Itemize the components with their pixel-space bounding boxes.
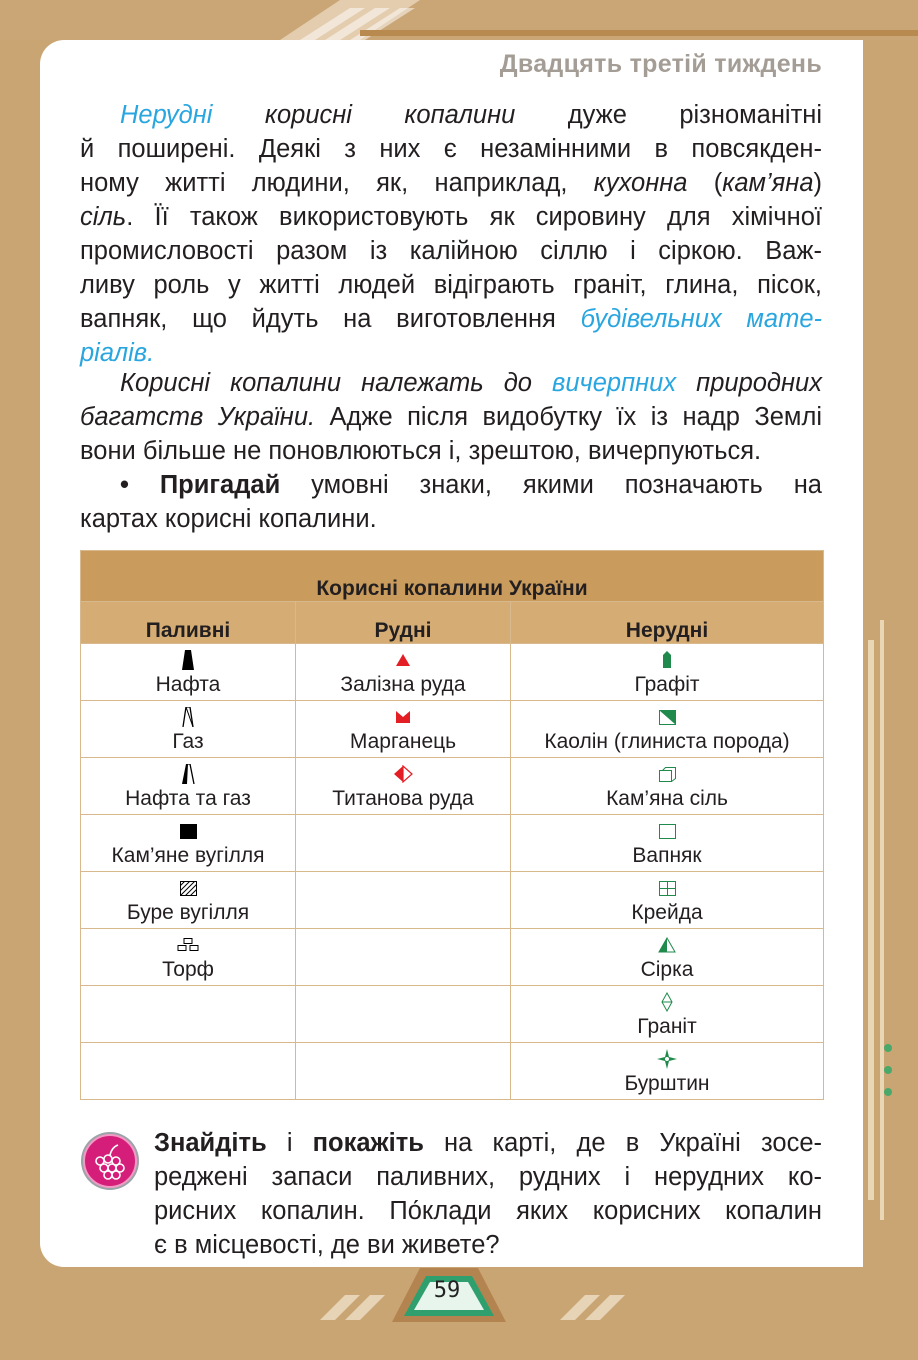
mineral-label: Бурштин	[624, 1072, 710, 1095]
gas-icon	[81, 706, 295, 728]
graphite-icon	[511, 649, 823, 671]
paragraph-line	[154, 1126, 822, 1160]
table-cell	[81, 815, 296, 872]
brown-coal-icon	[81, 877, 295, 899]
table-cell	[81, 758, 296, 815]
table-row	[81, 986, 824, 1043]
table-cell	[81, 872, 296, 929]
table-cell	[511, 872, 824, 929]
paragraph-line	[80, 200, 822, 234]
paragraph-line: є в місцевості, де ви живете?	[154, 1231, 500, 1259]
paragraph-line	[80, 166, 822, 200]
table-cell	[81, 986, 296, 1043]
table-row	[81, 872, 824, 929]
mineral-label: Сірка	[640, 958, 694, 981]
paragraph-line	[80, 366, 822, 400]
task-verb-find: Знайдіть	[154, 1129, 267, 1157]
paragraph-line: рисних копалин. По́клади яких корисних копалин	[154, 1197, 822, 1225]
titanium-ore-icon	[296, 763, 510, 785]
term-exhaustible: вичерпних	[552, 369, 677, 397]
chalk-icon	[511, 877, 823, 899]
minerals-table	[80, 550, 824, 1100]
term-useful-minerals: корисні копалини	[264, 101, 516, 129]
table-cell	[511, 1043, 824, 1100]
table-cell	[511, 929, 824, 986]
mineral-label: Граніт	[637, 1015, 697, 1038]
oil-and-gas-icon	[81, 763, 295, 785]
paragraph-line: реджені запаси паливних, рудних і нерудних ко-	[154, 1163, 822, 1191]
paragraph-exhaustible-resources	[80, 366, 822, 468]
table-cell	[511, 644, 824, 701]
table-cell	[511, 815, 824, 872]
berries-icon	[80, 1131, 140, 1191]
table-row	[81, 758, 824, 815]
recall-label: • Пригадай	[120, 471, 281, 499]
text-fragment: ному житті людини, як, наприклад,	[80, 169, 594, 197]
mineral-label: Кам’яна сіль	[606, 787, 728, 810]
granite-icon	[511, 991, 823, 1013]
task-verb-show: покажіть	[312, 1129, 424, 1157]
table-cell	[296, 872, 511, 929]
mineral-label: Крейда	[631, 901, 703, 924]
table-cell	[81, 1043, 296, 1100]
paragraph-line	[80, 302, 822, 336]
paragraph-line: ливу роль у житті людей відіграють граніт, глина, пісок,	[80, 271, 822, 299]
term-nonmetallic: Нерудні	[120, 101, 213, 129]
paragraph-line: й поширені. Деякі з них є незамінними в повсякден-	[80, 135, 822, 163]
table-cell	[296, 644, 511, 701]
table-cell	[296, 929, 511, 986]
paragraph-line: промисловості разом із калійною сіллю і сіркою. Важ-	[80, 237, 822, 265]
rock-salt-icon	[511, 763, 823, 785]
mineral-label: Кам’яне вугілля	[111, 844, 265, 867]
sulfur-icon	[511, 934, 823, 956]
term-building-materials-end: ріалів.	[80, 339, 155, 367]
table-cell	[296, 815, 511, 872]
peat-icon	[81, 934, 295, 956]
mineral-label: Графіт	[634, 673, 700, 696]
mineral-label: Марганець	[349, 730, 457, 753]
coal-icon	[81, 820, 295, 842]
column-header-nonmetallic: Нерудні	[511, 602, 824, 644]
task-paragraph	[154, 1126, 822, 1262]
table-cell	[511, 701, 824, 758]
table-row	[81, 644, 824, 701]
table-cell	[296, 701, 511, 758]
paragraph-line	[80, 400, 822, 434]
manganese-icon	[296, 706, 510, 728]
mineral-label: Нафта та газ	[125, 787, 251, 810]
text-fragment: на карті, де в Україні зосе-	[423, 1129, 822, 1157]
table-cell	[511, 758, 824, 815]
paragraph-recall	[80, 468, 822, 536]
term-rock: кам’яна	[722, 169, 814, 197]
oil-icon	[81, 649, 295, 671]
table-cell	[296, 758, 511, 815]
table-row	[81, 701, 824, 758]
iron-ore-icon	[296, 649, 510, 671]
text-fragment: Корисні копалини належать до	[120, 369, 553, 397]
term-building-materials: будівельних мате-	[580, 305, 822, 333]
table-title: Корисні копалини України	[81, 551, 824, 602]
term-salt: сіль	[80, 203, 127, 231]
text-fragment: . Її також використовують як сировину для хімічної	[126, 203, 822, 231]
mineral-label: Буре вугілля	[126, 901, 250, 924]
limestone-icon	[511, 820, 823, 842]
mineral-label: Титанова руда	[332, 787, 474, 810]
mineral-label: Залізна руда	[340, 673, 466, 696]
table-cell	[511, 986, 824, 1043]
paragraph-line	[80, 468, 822, 502]
paragraph-line	[80, 336, 822, 370]
table-cell	[81, 644, 296, 701]
mineral-label: Каолін (глиниста порода)	[544, 730, 790, 753]
text-fragment: і	[266, 1129, 313, 1157]
mineral-label: Торф	[162, 958, 214, 981]
text-fragment: багатств України.	[80, 403, 316, 431]
text-fragment: Адже після видобутку їх із надр Землі	[315, 403, 822, 431]
kaolin-icon	[511, 706, 823, 728]
paragraph-line: картах корисні копалини.	[80, 505, 377, 533]
paragraph-line	[80, 98, 822, 132]
paragraph-line: вони більше не поновлюються і, зрештою, вичерпуються.	[80, 437, 762, 465]
table-body	[81, 644, 824, 1100]
text-fragment: (	[687, 169, 723, 197]
text-fragment: вапняк, що йдуть на виготовлення	[80, 305, 581, 333]
mineral-label: Нафта	[155, 673, 221, 696]
table-cell	[296, 986, 511, 1043]
table-cell	[296, 1043, 511, 1100]
table-row	[81, 1043, 824, 1100]
column-header-fuel: Паливні	[81, 602, 296, 644]
column-header-ore: Рудні	[296, 602, 511, 644]
week-title: Двадцять третій тиждень	[499, 50, 822, 78]
text-fragment: умовні знаки, якими позначають на	[280, 471, 822, 499]
term-kitchen: кухонна	[593, 169, 688, 197]
mineral-label: Вапняк	[632, 844, 702, 867]
page-number: 59	[433, 1278, 461, 1303]
table-row	[81, 815, 824, 872]
text-fragment: природних	[676, 369, 822, 397]
table-row	[81, 929, 824, 986]
amber-icon	[511, 1048, 823, 1070]
table-cell	[81, 929, 296, 986]
table-cell	[81, 701, 296, 758]
paragraph-nonmetallic-minerals	[80, 98, 822, 370]
text-fragment: )	[813, 169, 823, 197]
text-fragment: дуже різноманітні	[515, 101, 823, 129]
mineral-label: Газ	[172, 730, 204, 753]
